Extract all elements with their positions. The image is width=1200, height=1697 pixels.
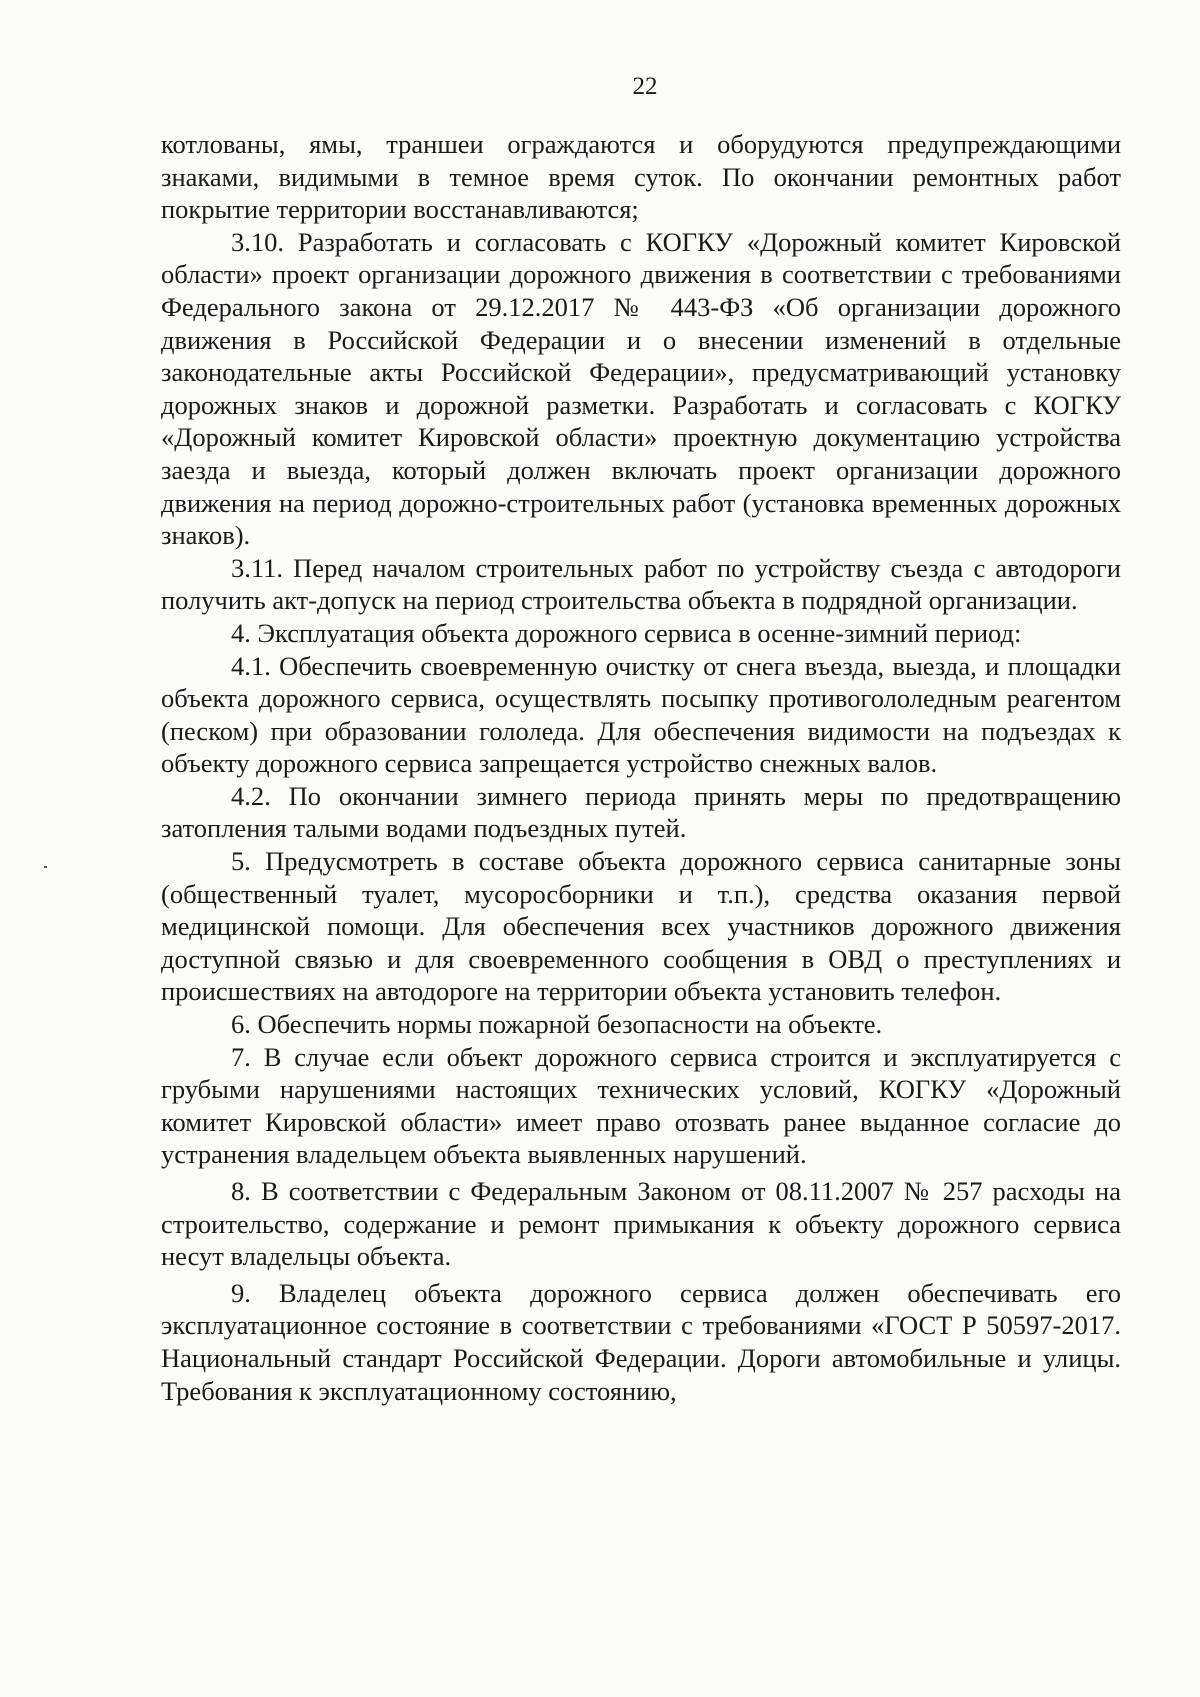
paragraph-7: 7. В случае если объект дорожного сервиса строится и эксплуатируется с грубыми нарушениями настоящих технических условий, КОГКУ «Дорожный комитет Кировской области» имеет право отозвать ранее выданное согласие до устранения владельцем объекта выявленных нарушений. (161, 1041, 1121, 1170)
page-number: 22 (632, 73, 658, 100)
paragraph-9: 9. Владелец объекта дорожного сервиса должен обеспечивать его эксплуатационное состояние в соответствии с требованиями «ГОСТ Р 50597-2017. Национальный стандарт Российской Федерации. Дороги автомобильные и улицы. Требования к эксплуатационному состоянию, (161, 1277, 1121, 1406)
paragraph-4: 4. Эксплуатация объекта дорожного сервиса в осенне-зимний период: (231, 617, 1022, 648)
paragraph-3-11: 3.11. Перед началом строительных работ по устройству съезда с автодороги получить акт-допуск на период строительства объекта в подрядной организации. (161, 552, 1121, 616)
paragraph-4-1: 4.1. Обеспечить своевременную очистку от снега въезда, выезда, и площадки объекта дорожного сервиса, осуществлять посыпку противогололедным реагентом (песком) при образовании гололеда. Для обеспечения видимости на подъездах к объекту дорожного сервиса запрещается устройство снежных валов. (161, 650, 1121, 779)
paragraph-8: 8. В соответствии с Федеральным Законом от 08.11.2007 № 257 расходы на строительство, содержание и ремонт примыкания к объекту дорожного сервиса несут владельцы объекта. (161, 1176, 1121, 1272)
paragraph-4-2: 4.2. По окончании зимнего периода принять меры по предотвращению затопления талыми водами подъездных путей. (161, 780, 1121, 844)
document-body (161, 128, 1121, 1407)
scan-artifact (44, 866, 47, 868)
paragraph-3-10: 3.10. Разработать и согласовать с КОГКУ «Дорожный комитет Кировской области» проект организации дорожного движения в соответствии с требованиями Федерального закона от 29.12.2017 № 443-ФЗ «Об организации дорожного движения в Российской Федерации и о внесении изменений в отдельные законодательные акты Российской Федерации», предусматривающий установку дорожных знаков и дорожной разметки. Разработать и согласовать с КОГКУ «Дорожный комитет Кировской области» проектную документацию устройства заезда и выезда, который должен включать проект организации дорожного движения на период дорожно-строительных работ (установка временных дорожных знаков). (161, 226, 1121, 551)
paragraph-6: 6. Обеспечить нормы пожарной безопасности на объекте. (231, 1009, 883, 1040)
paragraph-continuation: котлованы, ямы, траншеи ограждаются и оборудуются предупреждающими знаками, видимыми в темное время суток. По окончании ремонтных работ покрытие территории восстанавливаются; (161, 129, 1121, 225)
paragraph-5: 5. Предусмотреть в составе объекта дорожного сервиса санитарные зоны (общественный туалет, мусоросборники и т.п.), средства оказания первой медицинской помощи. Для обеспечения всех участников дорожного движения доступной связью и для своевременного сообщения в ОВД о преступлениях и происшествиях на автодороге на территории объекта установить телефон. (161, 846, 1121, 1007)
